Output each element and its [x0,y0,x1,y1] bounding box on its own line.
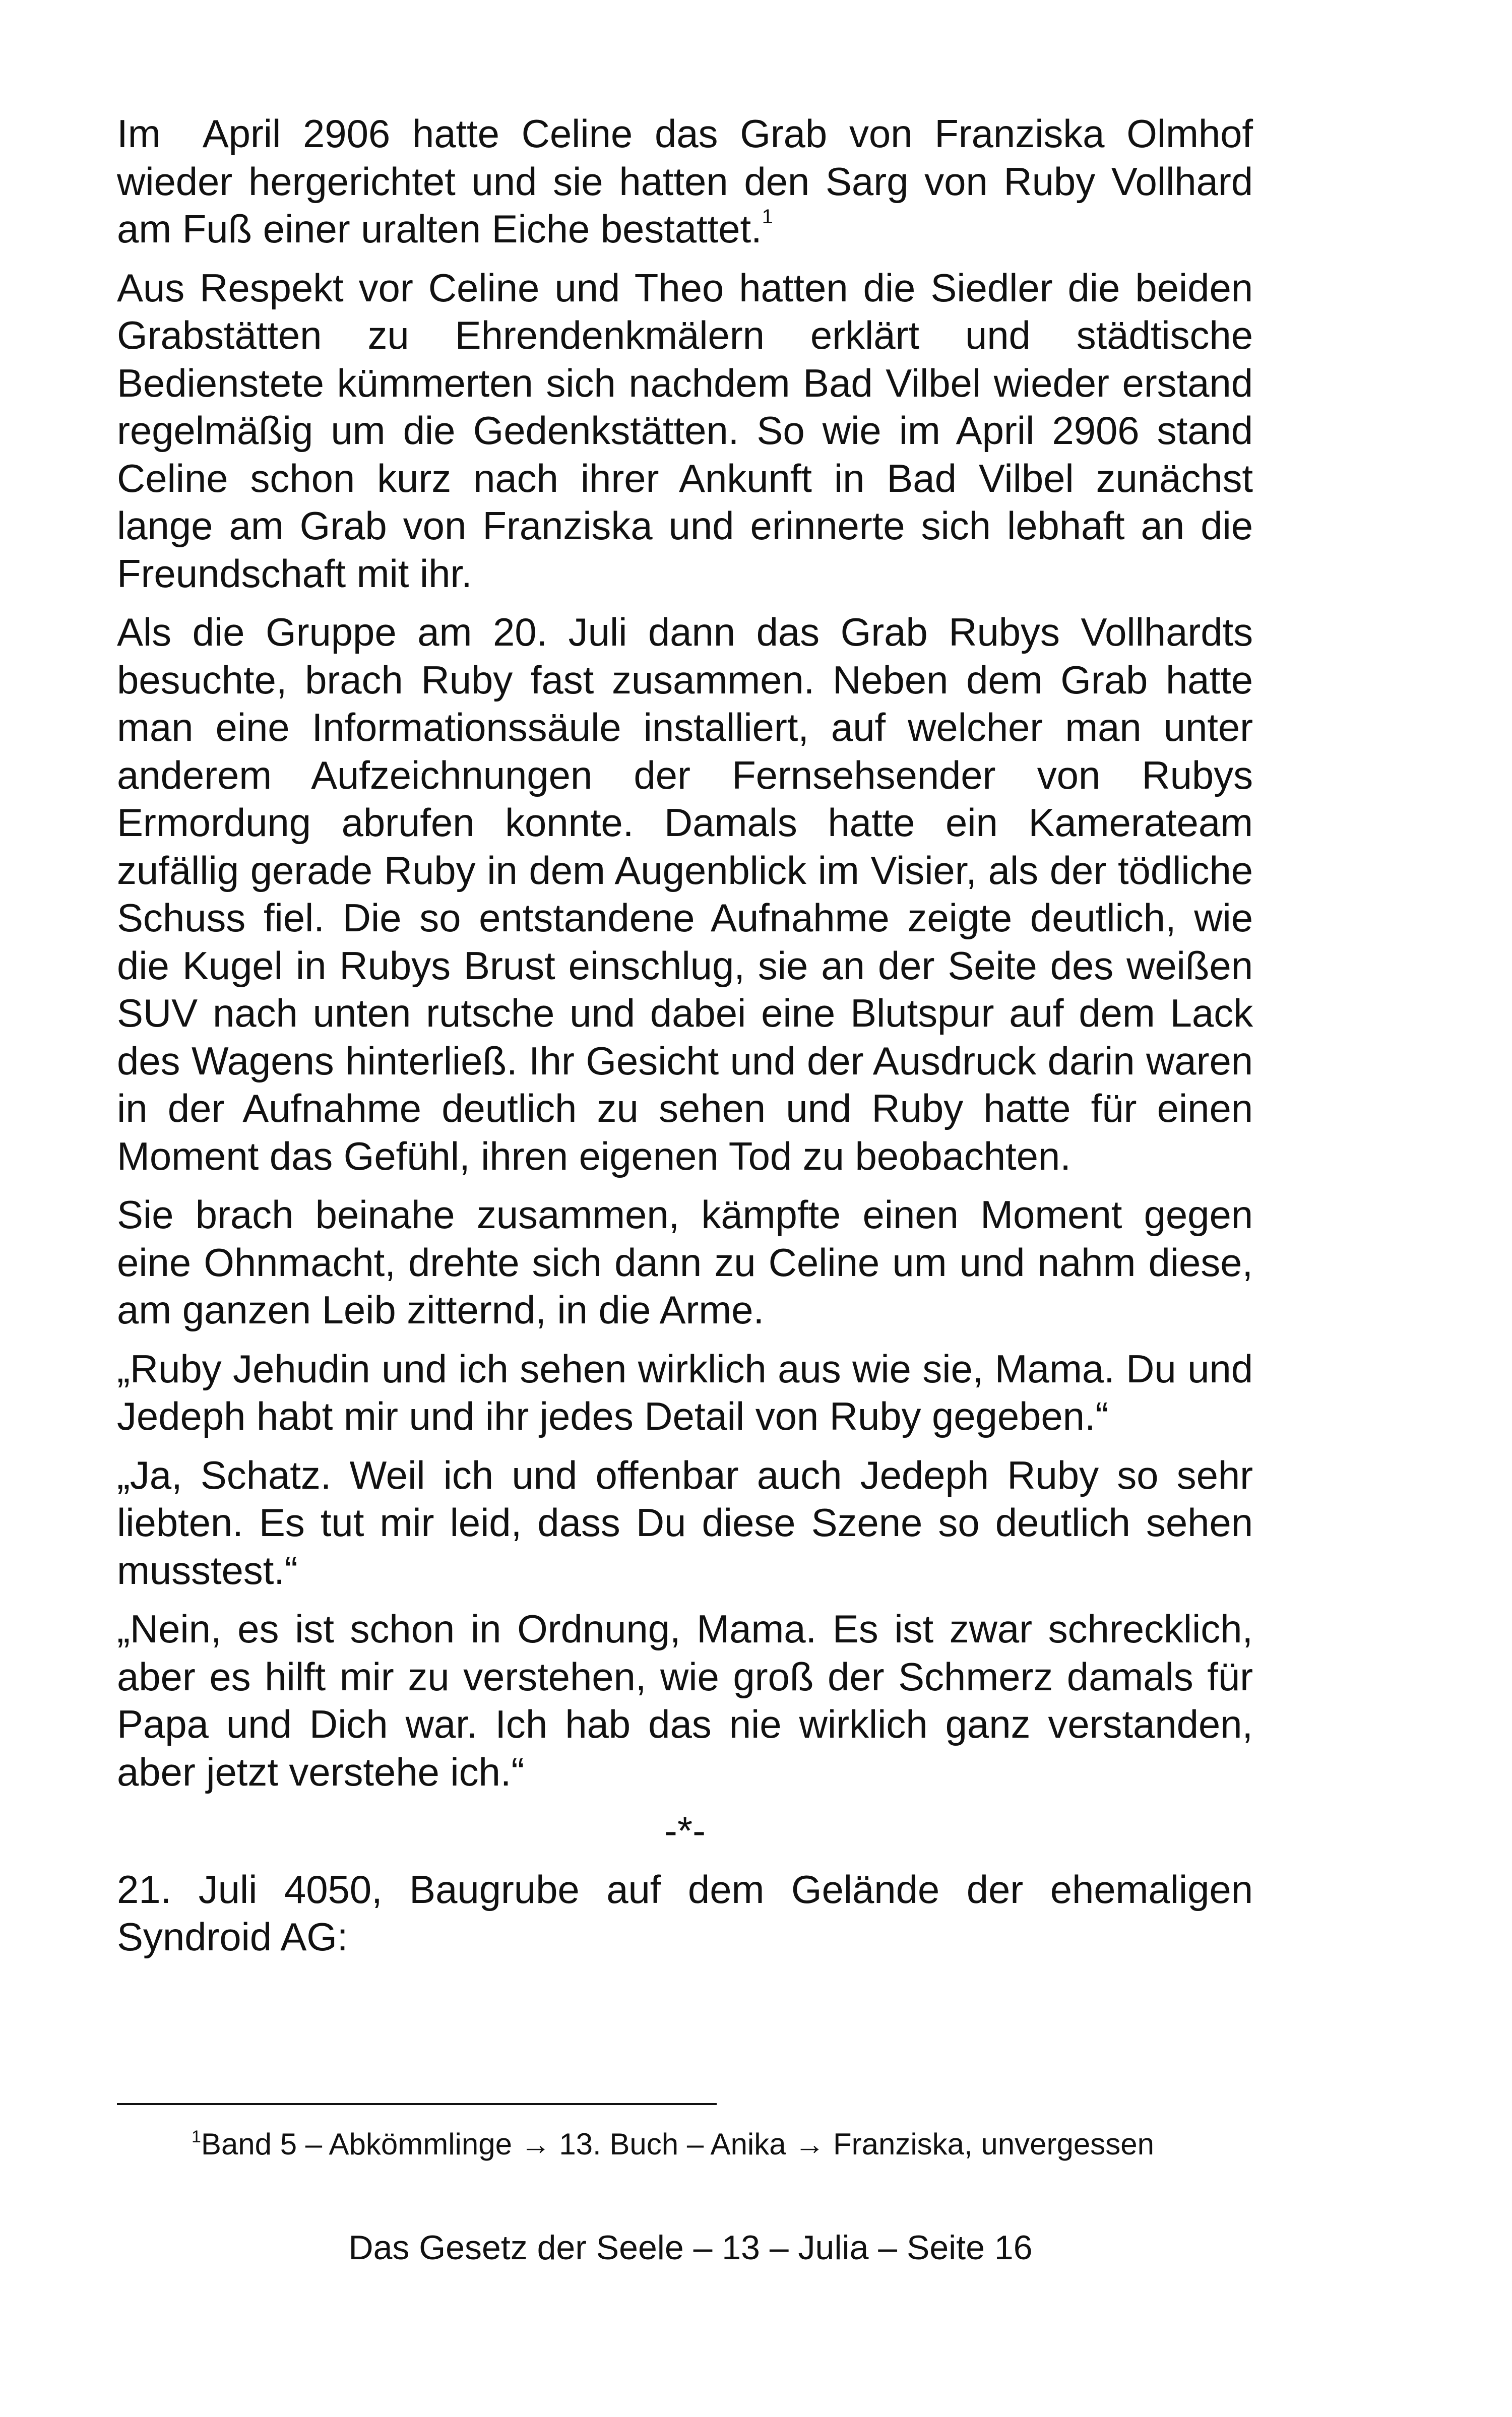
paragraph: Als die Gruppe am 20. Juli dann das Grab Rubys Vollhardts besuchte, brach Ruby fast zusammen. Neben dem Grab hatte man eine Informationssäule installiert, auf welcher man unter anderem Aufzeichnungen der Fernsehsender von Rubys Ermordung abrufen konnte. Damals hatte ein Kamerateam zufällig gerade Ruby in dem Augenblick im Visier, als der tödliche Schuss fiel. Die so entstandene Aufnahme zeigte deutlich, wie die Kugel in Rubys Brust einschlug, sie an der Seite des weißen SUV nach unten rutsche und dabei eine Blutspur auf dem Lack des Wagens hinterließ. Ihr Gesicht und der Ausdruck darin waren in der Aufnahme deutlich zu sehen und Ruby hatte für einen Moment das Gefühl, ihren eigenen Tod zu beobachten. [117,610,1253,1178]
dialogue-paragraph: „Nein, es ist schon in Ordnung, Mama. Es ist zwar schrecklich, aber es hilft mir zu verstehen, wie groß der Schmerz damals für Papa und Dich war. Ich hab das nie wirklich ganz verstanden, aber jetzt verstehe ich.“ [117,1607,1253,1794]
footer-text: Das Gesetz der Seele – 13 – Julia – Seite 16 [348,2229,1033,2267]
footnote-marker: 1 [192,2127,201,2146]
footnote-text: Band 5 – Abkömmlinge → 13. Buch – Anika → Franziska, unvergessen [201,2127,1154,2161]
dialogue-paragraph: „Ja, Schatz. Weil ich und offenbar auch Jedeph Ruby so sehr liebten. Es tut mir leid, dass Du diese Szene so deutlich sehen musstest.“ [117,1452,1253,1593]
paragraph: Sie brach beinahe zusammen, kämpfte einen Moment gegen eine Ohnmacht, drehte sich dann zu Celine um und nahm diese, am ganzen Leib zitternd, in die Arme. [117,1192,1253,1332]
footnote [192,2124,1300,2165]
body-text [117,110,1253,1972]
page-footer [0,2225,1512,2270]
scene-separator: -*- [664,1808,706,1853]
paragraph [117,110,1253,253]
paragraph: Aus Respekt vor Celine und Theo hatten die Siedler die beiden Grabstätten zu Ehrendenkmälern erklärt und städtische Bedienstete kümmerten sich nachdem Bad Vilbel wieder erstand regelmäßig um die Gedenkstätten. So wie im April 2906 stand Celine schon kurz nach ihrer Ankunft in Bad Vilbel zunächst lange am Grab von Franziska und erinnerte sich lebhaft an die Freundschaft mit ihr. [117,265,1253,596]
dialogue-paragraph: „Ruby Jehudin und ich sehen wirklich aus wie sie, Mama. Du und Jedeph habt mir und ihr jedes Detail von Ruby gegeben.“ [117,1346,1253,1438]
footnote-divider [117,2103,717,2105]
scene-heading: 21. Juli 4050, Baugrube auf dem Gelände der ehemaligen Syndroid AG: [117,1867,1253,1959]
paragraph-text: Im April 2906 hatte Celine das Grab von Franziska Olmhof wieder hergerichtet und sie hatten den Sarg von Ruby Vollhard am Fuß einer uralten Eiche bestattet. [117,111,1253,251]
footnote-reference[interactable]: 1 [762,206,773,228]
